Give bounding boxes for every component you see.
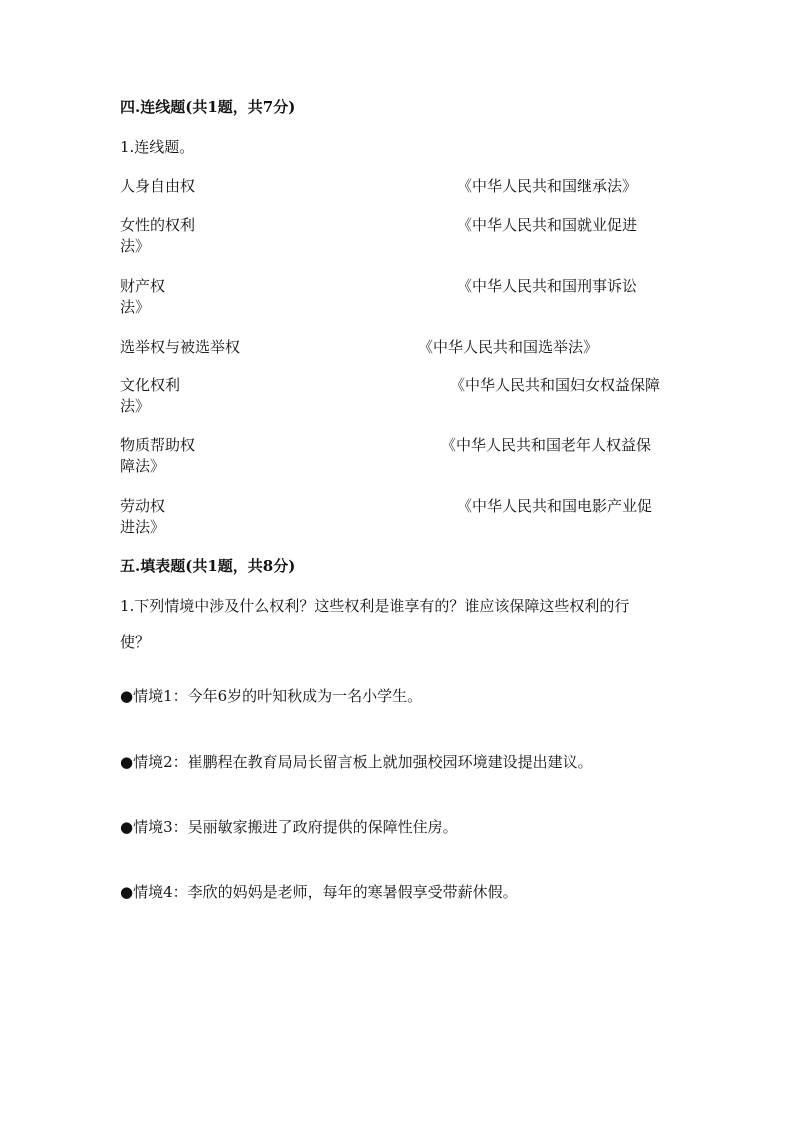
right-item: 《中华人民共和国妇女权益保障 — [450, 376, 661, 394]
right-item-wrap: 法》 — [120, 298, 151, 316]
right-item-wrap: 障法》 — [120, 457, 166, 475]
bullet-icon: ● — [120, 753, 134, 771]
section5-title: 五.填表题(共1题，共8分) — [120, 557, 296, 575]
right-item-wrap: 进法》 — [120, 518, 166, 536]
left-item: 选举权与被选举权 — [120, 338, 241, 356]
right-item-wrap: 法》 — [120, 237, 151, 255]
section4-title: 四.连线题(共1题，共7分) — [120, 98, 296, 116]
scenario-item — [120, 686, 422, 706]
left-item: 物质帮助权 — [120, 436, 196, 454]
bullet-icon: ● — [120, 818, 134, 836]
left-item: 财产权 — [120, 277, 166, 295]
scenario-item — [120, 817, 458, 837]
scenario-text: 情境2：崔鹏程在教育局局长留言板上就加强校园环境建设提出建议。 — [133, 753, 593, 771]
right-item-wrap: 法》 — [120, 397, 151, 415]
scenario-text: 情境4：李欣的妈妈是老师，每年的寒暑假享受带薪休假。 — [133, 883, 518, 901]
section4-question: 1.连线题。 — [120, 138, 195, 156]
right-item: 《中华人民共和国老年人权益保 — [441, 436, 652, 454]
right-item: 《中华人民共和国电影产业促 — [457, 497, 653, 515]
bullet-icon: ● — [120, 883, 134, 901]
right-item: 《中华人民共和国继承法》 — [457, 177, 638, 195]
right-item: 《中华人民共和国就业促进 — [457, 216, 638, 234]
section5-question: 1.下列情境中涉及什么权利？这些权利是谁享有的？谁应该保障这些权利的行 — [120, 597, 630, 615]
left-item: 文化权利 — [120, 376, 181, 394]
scenario-text: 情境3：吴丽敏家搬进了政府提供的保障性住房。 — [133, 818, 458, 836]
left-item: 劳动权 — [120, 497, 166, 515]
left-item: 人身自由权 — [120, 177, 196, 195]
left-item: 女性的权利 — [120, 216, 196, 234]
scenario-text: 情境1：今年6岁的叶知秋成为一名小学生。 — [133, 687, 423, 705]
section5-question-wrap: 使？ — [120, 633, 151, 651]
right-item: 《中华人民共和国选举法》 — [418, 338, 599, 356]
bullet-icon: ● — [120, 687, 134, 705]
right-item: 《中华人民共和国刑事诉讼 — [457, 277, 638, 295]
scenario-item — [120, 882, 518, 902]
scenario-item — [120, 752, 593, 772]
